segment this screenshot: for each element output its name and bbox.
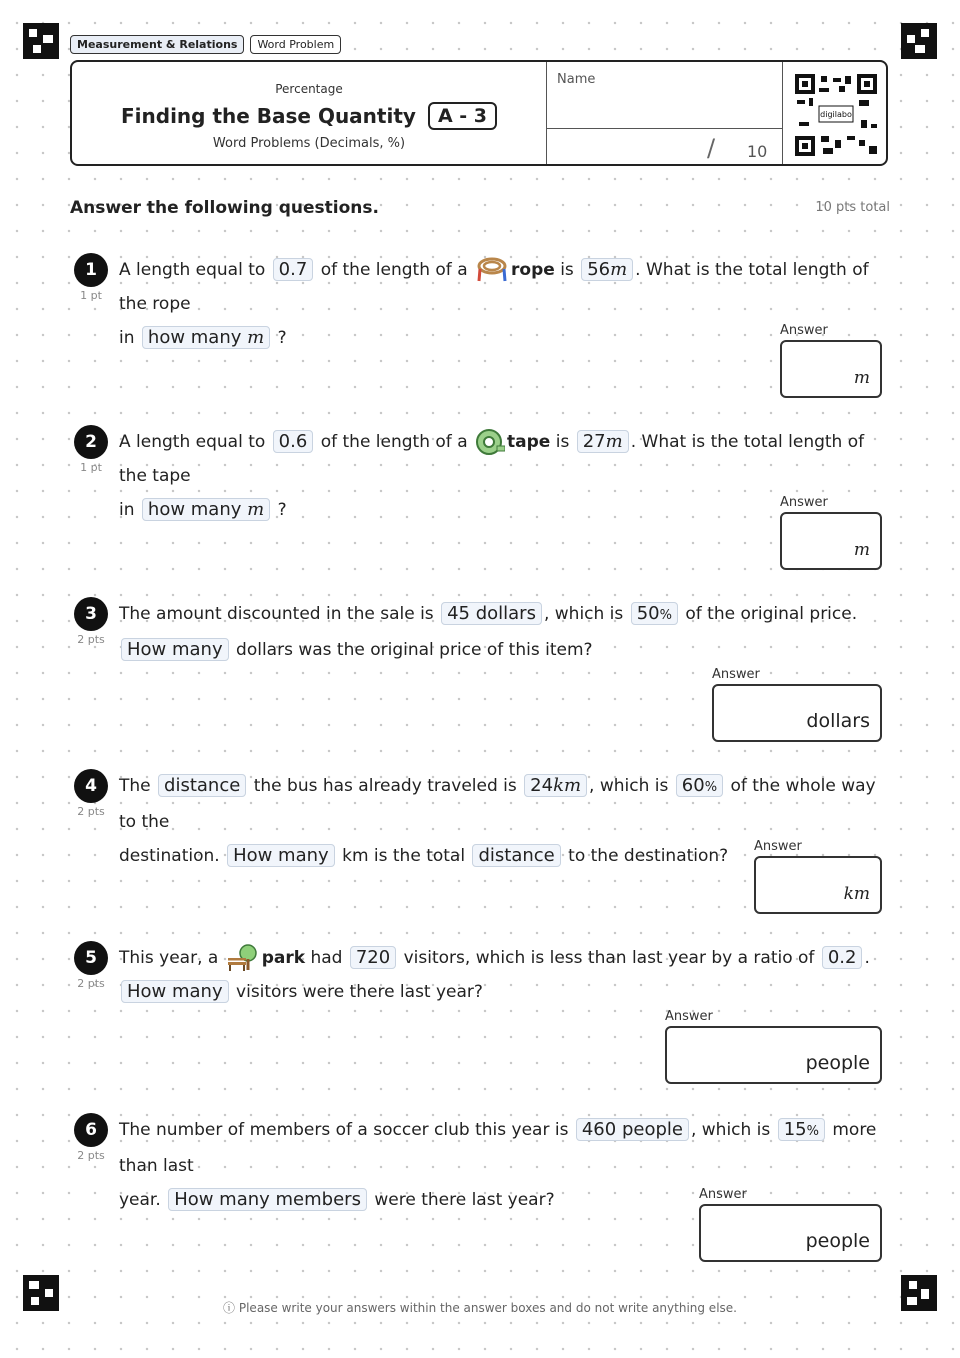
level-badge: A - 3 (428, 102, 497, 130)
highlight-value: 27m (577, 430, 629, 453)
answer-label: Answer (712, 667, 760, 682)
tag-type: Word Problem (250, 35, 341, 54)
highlight-value: distance (472, 844, 560, 867)
highlight-value: distance (158, 774, 246, 797)
answer-label: Answer (699, 1187, 747, 1202)
score-slash: / (707, 134, 716, 162)
answer-label: Answer (780, 495, 828, 510)
answer-box[interactable] (699, 1204, 882, 1262)
highlight-value: 45 dollars (441, 602, 542, 625)
question-points: 1 pt (80, 461, 102, 474)
corner-marker-top-left (23, 23, 59, 59)
answer-unit: m (853, 368, 870, 388)
page-title: Finding the Base Quantity (121, 104, 416, 128)
highlight-value: 0.2 (822, 946, 863, 969)
question-text: A length equal to 0.6 of the length of a tape is 27m . What is the total length of the tape in how many m ? (119, 425, 889, 527)
qr-area (782, 62, 889, 164)
question-text: The amount discounted in the sale is 45 dollars , which is 50% of the original price. How many dollars was the original price of this item? (119, 603, 858, 660)
highlight-value: 24km (524, 774, 587, 797)
instructions: Answer the following questions. (70, 198, 379, 218)
highlight-value: 0.7 (273, 258, 314, 281)
question-number: 2 (74, 425, 108, 459)
highlight-value: How many (121, 980, 229, 1003)
answer-label: Answer (665, 1009, 713, 1024)
name-label: Name (557, 72, 596, 87)
answer-box[interactable] (712, 684, 882, 742)
header-description: Word Problems (Decimals, %) (212, 136, 406, 151)
tag-category: Measurement & Relations (70, 35, 244, 54)
qr-label: digilabo (820, 110, 852, 119)
answer-unit: dollars (806, 710, 870, 732)
header-title-area (72, 62, 546, 164)
question-text: The number of members of a soccer club this year is 460 people , which is 15% more than last year. How many members were there last year? (119, 1119, 877, 1210)
highlight-value: 15% (778, 1118, 825, 1141)
tape-icon (475, 428, 505, 456)
answer-label: Answer (754, 839, 802, 854)
highlight-value: How many (227, 844, 335, 867)
answer-unit: people (805, 1052, 870, 1074)
qr-code-icon (795, 74, 877, 156)
question-number: 4 (74, 769, 108, 803)
highlight-value: 60% (676, 774, 723, 797)
highlight-value: How many members (168, 1188, 367, 1211)
question-number: 6 (74, 1113, 108, 1147)
answer-label: Answer (780, 323, 828, 338)
highlight-value: how many m (142, 498, 270, 521)
question-points: 2 pts (77, 977, 105, 990)
answer-unit: m (853, 540, 870, 560)
worksheet-header (70, 60, 888, 166)
highlight-value: 460 people (576, 1118, 689, 1141)
rope-icon (475, 256, 509, 284)
answer-unit: km (843, 884, 870, 904)
highlight-value: 56m (581, 258, 633, 281)
question-number: 3 (74, 597, 108, 631)
name-divider (547, 128, 783, 129)
question-text: This year, a park had 720 visitors, which is less than last year by a ratio of 0.2 . How many visitors were there last year? (119, 941, 889, 1009)
info-icon: ⓘ (223, 1301, 236, 1315)
answer-unit: people (805, 1230, 870, 1252)
footer-note: ⓘ Please write your answers within the answer boxes and do not write anything else. (223, 1301, 737, 1315)
highlight-value: How many (121, 638, 229, 661)
name-score-area (546, 62, 783, 164)
question-points: 2 pts (77, 633, 105, 646)
points-total: 10 pts total (815, 200, 890, 215)
answer-box[interactable] (754, 856, 882, 914)
question-text: The distance the bus has already traveled is 24km , which is 60% of the whole way to the destination. How many km is the total distance to the destination? (119, 775, 876, 866)
question-number: 1 (74, 253, 108, 287)
header-subtitle: Percentage (275, 82, 343, 96)
score-total: 10 (747, 142, 768, 161)
question-text: A length equal to 0.7 of the length of a rope is 56m . What is the total length of the rope in how many m ? (119, 253, 889, 355)
corner-marker-top-right (901, 23, 937, 59)
park-icon (226, 944, 260, 972)
answer-box[interactable] (780, 512, 882, 570)
highlight-value: how many m (142, 326, 270, 349)
highlight-value: 720 (350, 946, 396, 969)
tag-list (70, 35, 341, 54)
highlight-value: 50% (631, 602, 678, 625)
question-points: 2 pts (77, 1149, 105, 1162)
question-points: 1 pt (80, 289, 102, 302)
question-number: 5 (74, 941, 108, 975)
answer-box[interactable] (780, 340, 882, 398)
question-points: 2 pts (77, 805, 105, 818)
header-title-row (72, 102, 546, 130)
answer-box[interactable] (665, 1026, 882, 1084)
highlight-value: 0.6 (273, 430, 314, 453)
